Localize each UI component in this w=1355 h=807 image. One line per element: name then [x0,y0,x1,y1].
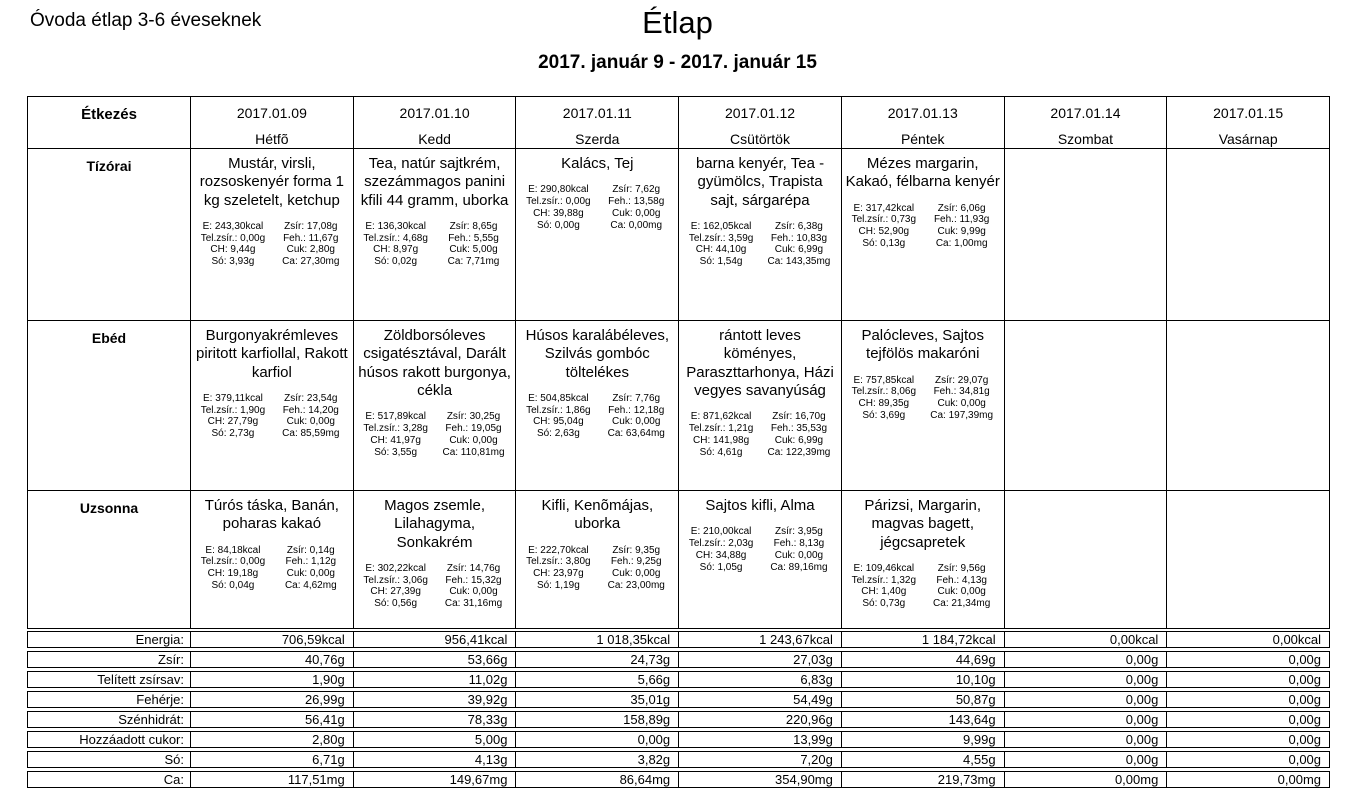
nutrition-line: Zsír: 9,35g [612,544,661,556]
nutrition-line: Zsír: 6,38g [775,220,823,232]
meal-cell [516,321,679,491]
nutrition-line: E: 162,05kcal [690,220,752,232]
summary-row [27,771,1330,788]
nutrition-line: E: 317,42kcal [853,202,915,214]
day-header [842,97,1005,149]
day-date: 2017.01.10 [399,105,470,121]
nutrition-line: Cuk: 6,99g [774,434,824,446]
meal-cell [516,491,679,629]
nutrition-line: Zsír: 23,54g [284,392,338,404]
summary-value: 0,00mg [1005,772,1168,787]
day-weekday: Kedd [418,131,451,147]
nutrition-block [845,203,1001,250]
nutrition-line: Zsír: 8,65g [449,220,498,232]
summary-row [27,751,1330,768]
nutrition-line: Tel.zsír.: 0,00g [200,556,266,568]
nutrition-line: CH: 89,35g [858,398,910,410]
nutrition-line: Feh.: 10,83g [770,232,828,244]
nutrition-line: E: 84,18kcal [205,544,261,556]
nutrition-line: Cuk: 0,00g [449,586,498,598]
nutrition-line: Tel.zsír.: 2,03g [688,538,754,550]
nutrition-line: E: 290,80kcal [528,184,589,196]
summary-value: 706,59kcal [191,632,354,647]
nutrition-line: Só: 2,73g [211,428,255,440]
nutrition-block [194,545,350,592]
nutrition-line: Cuk: 0,00g [774,549,824,561]
nutrition-line: E: 871,62kcal [690,411,752,423]
nutrition-block [519,545,675,592]
meal-row [28,491,1330,629]
summary-value: 143,64g [842,712,1005,727]
nutrition-line: CH: 39,88g [533,207,584,219]
summary-value: 956,41kcal [354,632,517,647]
nutrition-line: Ca: 110,81mg [442,446,505,458]
meal-cell [679,321,842,491]
summary-value: 1 184,72kcal [842,632,1005,647]
nutrition-line: Tel.zsír.: 0,00g [526,196,591,208]
meal-cell [1005,491,1168,629]
nutrition-line: Ca: 1,00mg [935,237,988,249]
nutrition-line: Feh.: 14,20g [282,404,339,416]
summary-value: 354,90mg [679,772,842,787]
meal-cell [842,321,1005,491]
meal-title: Húsos karalábéleves, Szilvás gombóc töltelékes [525,327,669,381]
nutrition-line: Zsír: 9,56g [937,562,986,574]
nutrition-line: Feh.: 12,18g [608,404,665,416]
nutrition-line: Ca: 7,71mg [447,256,500,268]
nutrition-line: CH: 23,97g [533,568,584,580]
nutrition-line: Tel.zsír.: 1,90g [200,404,266,416]
nutrition-line: Cuk: 0,00g [286,568,335,580]
summary-value: 3,82g [516,752,679,767]
nutrition-line: Ca: 0,00mg [610,219,663,231]
meal-column-header: Étkezés [28,97,191,149]
summary-value: 10,10g [842,672,1005,687]
meal-cell [1005,321,1168,491]
nutrition-block [682,221,838,268]
day-weekday: Vasárnap [1218,131,1278,147]
nutrition-line: CH: 1,40g [861,586,907,598]
day-header [679,97,842,149]
document-subtitle-left: Óvoda étlap 3-6 éveseknek [30,10,262,31]
nutrition-line: Feh.: 9,25g [610,556,662,568]
nutrition-line: Zsír: 6,06g [937,202,986,214]
summary-value: 4,55g [842,752,1005,767]
nutrition-line: E: 222,70kcal [528,544,589,556]
summary-value: 1,90g [191,672,354,687]
summary-value: 86,64mg [516,772,679,787]
summary-value: 78,33g [354,712,517,727]
nutrition-line: E: 210,00kcal [690,526,752,538]
nutrition-line: E: 379,11kcal [203,392,263,404]
summary-value: 149,67mg [354,772,517,787]
summary-value: 27,03g [679,652,842,667]
summary-value: 0,00g [1288,692,1322,707]
nutrition-line: Ca: 85,59mg [282,428,340,440]
nutrition-line: Tel.zsír.: 1,86g [526,404,591,416]
page-title: Étlap [642,5,713,40]
nutrition-line: Cuk: 0,00g [612,207,661,219]
nutrition-line: Tel.zsír.: 1,21g [688,422,754,434]
day-header [1005,97,1168,149]
summary-row-label: Telített zsírsav: [28,672,191,687]
meal-cell [354,491,517,629]
summary-value: 0,00g [1005,652,1168,667]
meal-title: Palócleves, Sajtos tejfölös makaróni [861,327,985,363]
nutrition-line: CH: 141,98g [693,434,750,446]
nutrition-line: Tel.zsír.: 3,06g [363,574,428,586]
meal-row-label: Uzsonna [28,491,191,629]
nutrition-line: Só: 1,05g [699,561,743,573]
meal-row [28,321,1330,491]
summary-row [27,711,1330,728]
meal-title: Kalács, Tej [561,155,634,172]
summary-value: 158,89g [516,712,679,727]
day-date: 2017.01.15 [1213,105,1284,121]
nutrition-line: Feh.: 34,81g [933,386,990,398]
summary-value: 117,51mg [191,772,354,787]
nutrition-line: Tel.zsír.: 4,68g [363,232,428,244]
summary-value: 35,01g [516,692,679,707]
summary-row [27,651,1330,668]
nutrition-line: Feh.: 5,55g [448,232,499,244]
nutrition-line: Tel.zsír.: 3,59g [688,232,754,244]
nutrition-line: Só: 3,55g [374,446,418,458]
summary-value: 0,00mg [1277,772,1322,787]
meal-row-label: Ebéd [28,321,191,491]
nutrition-line: Só: 0,04g [211,579,255,591]
meal-cell [1167,149,1330,321]
summary-value: 2,80g [191,732,354,747]
summary-row-label: Fehérje: [28,692,191,707]
nutrition-line: Ca: 63,64mg [607,428,665,440]
nutrition-line: E: 517,89kcal [365,411,426,423]
summary-value: 11,02g [354,672,517,687]
summary-value: 40,76g [191,652,354,667]
nutrition-line: E: 504,85kcal [528,392,589,404]
summary-value: 0,00g [1288,752,1322,767]
weekly-menu-table [27,96,1330,629]
summary-value: 219,73mg [842,772,1005,787]
day-header [354,97,517,149]
meal-cell [842,149,1005,321]
nutrition-block [682,526,838,573]
nutrition-line: Tel.zsír.: 0,00g [200,232,266,244]
summary-value: 0,00g [1005,672,1168,687]
nutrition-line: Zsír: 30,25g [446,411,501,423]
nutrition-block [357,411,513,458]
nutrition-line: Tel.zsír.: 8,06g [851,386,917,398]
summary-value: 4,13g [354,752,517,767]
summary-row-label: Hozzáadott cukor: [28,732,191,747]
summary-value: 24,73g [516,652,679,667]
nutrition-line: E: 243,30kcal [202,220,264,232]
meal-cell [516,149,679,321]
meal-cell [1167,491,1330,629]
meal-cell [191,149,354,321]
nutrition-line: Ca: 31,16mg [444,598,503,610]
nutrition-line: Só: 0,73g [862,598,906,610]
meal-title: Mustár, virsli, rozsoskenyér forma 1 kg szeletelt, ketchup [199,155,344,209]
nutrition-line: Feh.: 11,93g [933,214,990,226]
summary-value: 56,41g [191,712,354,727]
nutrition-block [845,375,1001,422]
summary-value: 0,00g [516,732,679,747]
summary-row [27,691,1330,708]
nutrition-line: CH: 44,10g [695,244,747,256]
summary-value: 0,00g [1005,712,1168,727]
day-date: 2017.01.11 [562,105,632,121]
day-date: 2017.01.12 [724,105,796,121]
meal-title: barna kenyér, Tea - gyümölcs, Trapista sajt, sárgarépa [695,155,825,209]
table-header-row [28,97,1330,149]
nutrition-line: Ca: 143,35mg [767,256,831,268]
day-weekday: Hétfõ [255,131,289,147]
meal-title: Magos zsemle, Lilahagyma, Sonkakrém [384,497,486,551]
summary-value: 39,92g [354,692,517,707]
nutrition-line: Cuk: 5,00g [449,244,498,256]
meal-title: Mézes margarin, Kakaó, félbarna kenyér [845,155,1000,191]
nutrition-line: Feh.: 35,53g [770,422,828,434]
nutrition-line: Zsír: 14,76g [446,562,501,574]
nutrition-line: Feh.: 19,05g [445,422,502,434]
nutrition-line: Ca: 27,30mg [282,256,340,268]
nutrition-line: Só: 4,61g [699,446,743,458]
meal-title: Kifli, Kenõmájas, uborka [541,497,654,533]
meal-title: Sajtos kifli, Alma [705,497,815,514]
day-header [1167,97,1330,149]
day-date: 2017.01.14 [1050,105,1121,121]
nutrition-line: CH: 8,97g [373,244,419,256]
summary-value: 54,49g [679,692,842,707]
summary-value: 0,00g [1288,712,1322,727]
nutrition-line: Ca: 197,39mg [930,409,994,421]
summary-value: 5,00g [354,732,517,747]
nutrition-line: E: 109,46kcal [853,562,915,574]
meal-cell [1005,149,1168,321]
day-weekday: Csütörtök [730,131,790,147]
nutrition-line: CH: 19,18g [207,568,259,580]
meal-cell [679,149,842,321]
day-weekday: Szerda [575,131,620,147]
nutrition-line: Cuk: 2,80g [286,244,335,256]
nutrition-line: Tel.zsír.: 1,32g [851,574,917,586]
nutrition-line: CH: 95,04g [533,416,584,428]
nutrition-line: Ca: 23,00mg [607,579,665,591]
day-weekday: Péntek [900,131,945,147]
nutrition-block [519,184,675,231]
summary-value: 0,00g [1005,732,1168,747]
summary-value: 53,66g [354,652,517,667]
nutrition-line: E: 136,30kcal [365,220,426,232]
nutrition-line: Cuk: 6,99g [774,244,824,256]
meal-cell [1167,321,1330,491]
summary-row [27,671,1330,688]
nutrition-line: Só: 3,93g [211,256,255,268]
nutrition-line: Feh.: 1,12g [285,556,337,568]
nutrition-block [845,563,1001,610]
nutrition-line: Cuk: 0,00g [449,434,498,446]
nutrition-block [357,221,513,268]
nutrition-line: Feh.: 8,13g [773,538,825,550]
nutrition-line: E: 757,85kcal [853,374,915,386]
summary-row [27,631,1330,648]
nutrition-line: Zsír: 3,95g [775,526,823,538]
summary-value: 6,83g [679,672,842,687]
nutrition-line: Só: 1,54g [699,256,743,268]
nutrition-line: CH: 27,39g [370,586,421,598]
summary-value: 0,00kcal [1005,632,1168,647]
nutrition-line: Só: 3,69g [862,409,906,421]
nutrition-line: Zsír: 29,07g [934,374,989,386]
nutrition-line: Cuk: 0,00g [937,398,986,410]
nutrition-line: Só: 0,02g [374,256,418,268]
summary-value: 13,99g [679,732,842,747]
nutrition-block [357,563,513,610]
meal-cell [354,321,517,491]
meal-cell [679,491,842,629]
nutrition-line: Ca: 89,16mg [770,561,828,573]
nutrition-line: Tel.zsír.: 0,73g [851,214,917,226]
summary-value: 9,99g [842,732,1005,747]
nutrition-line: Zsír: 0,14g [286,544,335,556]
nutrition-line: Tel.zsír.: 3,80g [526,556,591,568]
summary-value: 26,99g [191,692,354,707]
meal-title: Zöldborsóleves csigatésztával, Darált húsos rakott burgonya, cékla [358,327,511,399]
summary-value: 44,69g [842,652,1005,667]
nutrition-line: E: 302,22kcal [365,562,426,574]
meal-cell [354,149,517,321]
nutrition-line: CH: 34,88g [695,549,747,561]
nutrition-block [682,411,838,458]
nutrition-line: Feh.: 11,67g [283,232,339,244]
nutrition-line: Zsír: 7,62g [612,184,661,196]
nutrition-line: Zsír: 17,08g [284,220,338,232]
meal-title: Párizsi, Margarin, magvas bagett, jégcsapretek [864,497,982,551]
daily-totals-table [27,631,1330,791]
summary-row-label: Energia: [28,632,191,647]
summary-row [27,731,1330,748]
summary-value: 0,00g [1005,752,1168,767]
summary-row-label: Zsír: [28,652,191,667]
day-header [516,97,679,149]
nutrition-line: Cuk: 0,00g [612,568,661,580]
summary-value: 6,71g [191,752,354,767]
meal-cell [842,491,1005,629]
day-date: 2017.01.09 [236,105,307,121]
nutrition-line: Zsír: 16,70g [772,411,826,423]
summary-value: 5,66g [516,672,679,687]
meal-title: Burgonyakrémleves piritott karfiollal, Rakott karfiol [195,327,348,381]
meal-title: Túrós táska, Banán, poharas kakaó [204,497,339,533]
nutrition-line: Cuk: 0,00g [286,416,335,428]
nutrition-block [519,393,675,440]
nutrition-line: Só: 0,13g [862,237,906,249]
summary-value: 0,00g [1288,652,1322,667]
meal-title: rántott leves köményes, Paraszttarhonya, Házi vegyes savanyúság [686,327,834,399]
summary-row-label: Só: [28,752,191,767]
summary-value: 0,00g [1288,732,1322,747]
nutrition-line: Só: 0,56g [374,598,418,610]
summary-row-label: Ca: [28,772,191,787]
nutrition-line: Ca: 4,62mg [284,579,337,591]
summary-value: 0,00kcal [1272,632,1322,647]
nutrition-line: Feh.: 13,58g [608,196,665,208]
nutrition-line: Feh.: 4,13g [936,574,987,586]
meal-title: Tea, natúr sajtkrém, szezámmagos panini kfili 44 gramm, uborka [360,155,509,209]
nutrition-block [194,221,350,268]
nutrition-line: Zsír: 7,76g [612,392,661,404]
nutrition-line: Cuk: 0,00g [937,586,986,598]
day-header [191,97,354,149]
nutrition-line: Só: 0,00g [536,219,580,231]
nutrition-line: Só: 2,63g [536,428,580,440]
nutrition-line: Cuk: 0,00g [612,416,661,428]
summary-value: 220,96g [679,712,842,727]
nutrition-line: Ca: 122,39mg [767,446,831,458]
nutrition-line: CH: 41,97g [370,434,421,446]
meal-cell [191,321,354,491]
day-weekday: Szombat [1057,131,1114,147]
meal-row [28,149,1330,321]
week-range: 2017. január 9 - 2017. január 15 [538,52,817,73]
nutrition-line: Feh.: 15,32g [445,574,502,586]
nutrition-line: CH: 9,44g [210,244,256,256]
nutrition-line: Tel.zsír.: 3,28g [363,422,428,434]
summary-value: 0,00g [1288,672,1322,687]
summary-value: 1 018,35kcal [516,632,679,647]
nutrition-line: CH: 27,79g [207,416,259,428]
summary-value: 50,87g [842,692,1005,707]
summary-row-label: Szénhidrát: [28,712,191,727]
summary-value: 1 243,67kcal [679,632,842,647]
nutrition-block [194,393,350,440]
nutrition-line: CH: 52,90g [858,226,910,238]
summary-value: 7,20g [679,752,842,767]
nutrition-line: Só: 1,19g [536,579,580,591]
meal-cell [191,491,354,629]
meal-row-label: Tízórai [28,149,191,321]
summary-value: 0,00g [1005,692,1168,707]
nutrition-line: Ca: 21,34mg [933,598,991,610]
day-date: 2017.01.13 [887,105,958,121]
nutrition-line: Cuk: 9,99g [937,226,986,238]
